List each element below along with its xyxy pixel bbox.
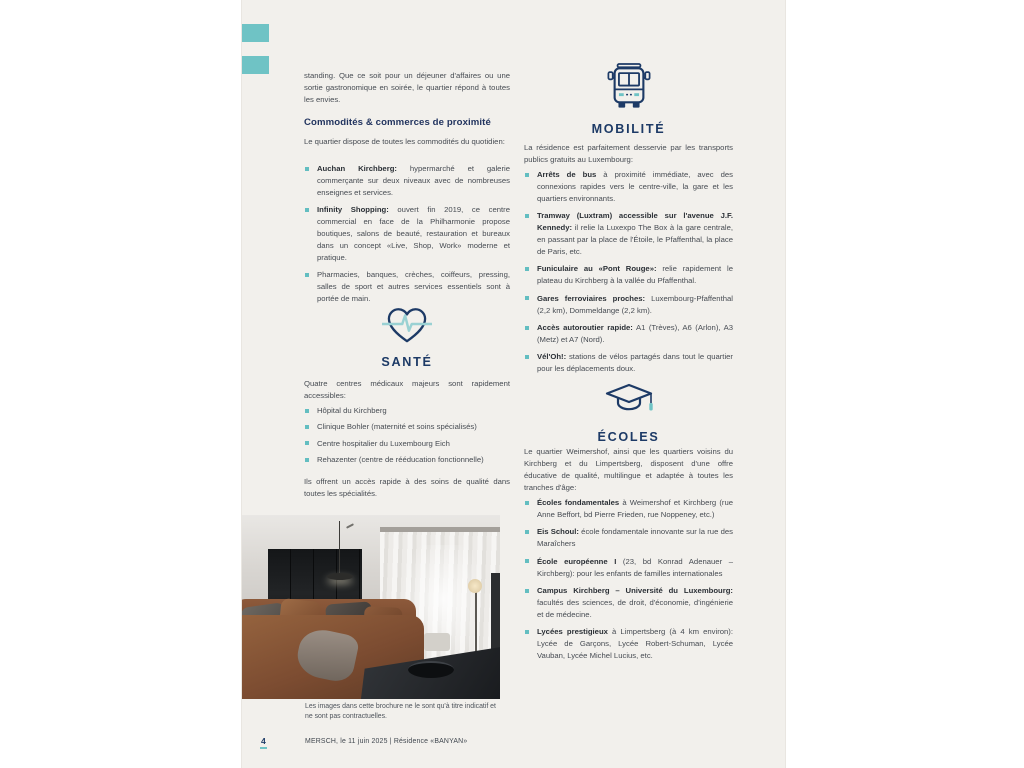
commodites-heading: Commodités & commerces de proximité [304,117,491,128]
list-item: Tramway (Luxtram) accessible sur l'avenue J.F. Kennedy: il relie la Luxexpo The Box à la gare centrale, en passant par la place de l'Étoile, le Pfaffenthal, la place de Paris, etc. [524,210,733,258]
interior-living-room-photo [242,515,500,699]
teal-square-bullet-icon [525,355,529,359]
intro-continuation-paragraph: standing. Que ce soit pour un déjeuner d'affaires ou une sortie gastronomique en soirée, le quartier répond à toutes les envies. [304,71,510,104]
list-item: Pharmacies, banques, crèches, coiffeurs, pressing, salles de sport et autres services essentiels sont à portée de main. [304,269,510,305]
list-item: Centre hospitalier du Luxembourg Eich [304,438,510,450]
teal-square-bullet-icon [525,173,529,177]
list-item: Clinique Bohler (maternité et soins spécialisés) [304,421,510,433]
commodites-intro: Le quartier dispose de toutes les commodités du quotidien: [304,137,505,146]
list-item: Accès autoroutier rapide: A1 (Trèves), A6 (Arlon), A3 (Metz) et A7 (Nord). [524,322,733,346]
list-item: Eis Schoul: école fondamentale innovante sur la rue des Maraîchers [524,526,733,550]
sante-list [304,405,510,471]
list-item: École européenne I (23, bd Konrad Adenauer – Kirchberg): pour les enfants de familles internationales [524,556,733,580]
teal-square-bullet-icon [525,326,529,330]
bus-icon [606,62,652,112]
teal-square-bullet-icon [525,559,529,563]
photo-side-table [424,633,450,651]
teal-square-bullet-icon [525,296,529,300]
list-item: Campus Kirchberg – Université du Luxembourg: facultés des sciences, de droit, d'économie, d'ingénierie et de médecine. [524,585,733,621]
teal-square-bullet-icon [525,530,529,534]
list-item: Funiculaire au «Pont Rouge»: relie rapidement le plateau du Kirchberg à la vallée du Pfaffenthal. [524,263,733,287]
mobilite-list [524,169,733,381]
footer-text: MERSCH, le 11 juin 2025 | Résidence «BANYAN» [305,738,468,745]
list-item: Hôpital du Kirchberg [304,405,510,417]
list-item: Arrêts de bus à proximité immédiate, avec des connexions rapides vers le centre-ville, la gare et les quartiers environnants. [524,169,733,205]
teal-square-bullet-icon [525,630,529,634]
brochure-page [241,0,786,768]
teal-square-bullet-icon [305,208,309,212]
teal-accent-block-2 [242,56,269,74]
commodites-list [304,163,510,310]
list-item: Lycées prestigieux à Limpertsberg (à 4 km environ): Lycée de Garçons, Lycée Robert-Schuman, Lycée Vauban, Lycée Michel Lucius, etc. [524,626,733,662]
list-item: Gares ferroviaires proches: Luxembourg-Pfaffenthal (2,2 km), Dommeldange (2,2 km). [524,293,733,317]
photo-caption: Les images dans cette brochure ne le sont qu'à titre indicatif et ne sont pas contractuelles. [305,703,496,720]
teal-square-bullet-icon [305,273,309,277]
photo-pendant-lamp [327,573,353,580]
list-item: Infinity Shopping: ouvert fin 2019, ce centre commercial en face de la Philharmonie propose boutiques, salons de beauté, restauration et bureaux dans un concept «Live, Shop, Work» moderne et pratique. [304,204,510,264]
teal-square-bullet-icon [305,458,309,462]
teal-square-bullet-icon [305,167,309,171]
photo-lamp-glow [468,579,482,593]
page-number: 4 [260,736,267,749]
teal-square-bullet-icon [305,409,309,413]
teal-square-bullet-icon [525,214,529,218]
teal-accent-block-1 [242,24,269,42]
mobilite-section-header [524,62,733,136]
list-item: Auchan Kirchberg: hypermarché et galerie commerçante sur deux niveaux avec de nombreuses enseignes et services. [304,163,510,199]
ecoles-section-header [524,382,733,444]
list-item: Écoles fondamentales à Weimershof et Kirchberg (rue Anne Beffort, bd Pierre Frieden, rue Noppeney, etc.) [524,497,733,521]
ecoles-intro: Le quartier Weimershof, ainsi que les quartiers voisins du Kirchberg et du Limpertsberg, disposent d'une offre éducative de qualité, multilingue et adaptée à toutes les tranches d'âge: [524,447,733,492]
heart-pulse-icon [382,305,432,345]
graduation-cap-icon [603,382,655,420]
ecoles-list [524,497,733,667]
mobilite-title: MOBILITÉ [591,122,666,136]
photo-floor-lamp [475,589,477,655]
photo-bowl [408,661,454,678]
ecoles-title: ÉCOLES [597,430,660,444]
right-column [524,0,733,768]
list-item: Rehazenter (centre de rééducation fonctionnelle) [304,454,510,466]
mobilite-intro: La résidence est parfaitement desservie par les transports publics gratuits au Luxembourg: [524,143,733,164]
photo-curtain-rail [380,527,500,532]
sante-section-header [304,305,510,369]
list-item: Vél'Oh!: stations de vélos partagés dans tout le quartier pour les déplacements doux. [524,351,733,375]
teal-square-bullet-icon [525,501,529,505]
sante-intro: Quatre centres médicaux majeurs sont rapidement accessibles: [304,379,510,400]
teal-square-bullet-icon [305,425,309,429]
teal-square-bullet-icon [305,441,309,445]
photo-pendant-cord [339,521,340,575]
teal-square-bullet-icon [525,267,529,271]
sante-title: SANTÉ [381,355,433,369]
sante-outro: Ils offrent un accès rapide à des soins de qualité dans toutes les spécialités. [304,477,510,498]
teal-square-bullet-icon [525,589,529,593]
